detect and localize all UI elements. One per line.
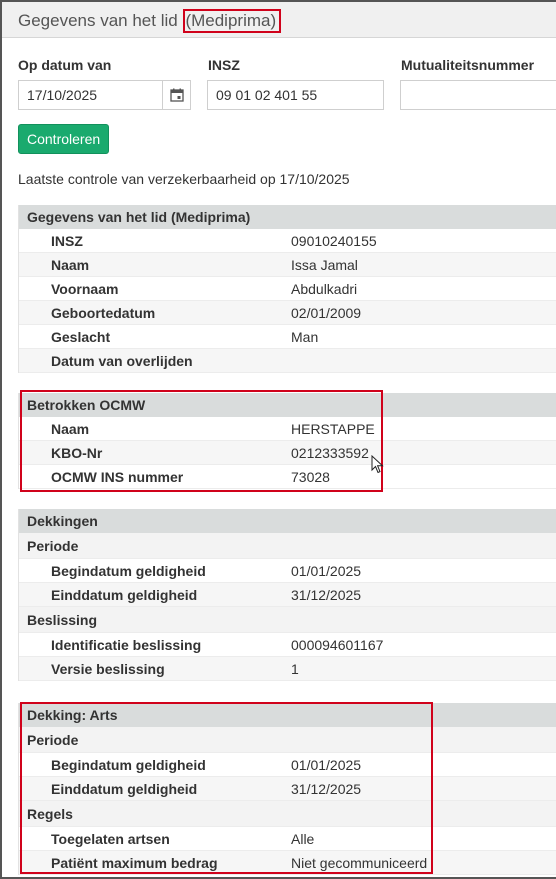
last-check-text: Laatste controle van verzekerbaarheid op 17/10/2025 <box>18 171 350 187</box>
row-value: 01/01/2025 <box>291 757 362 773</box>
row-key: Begindatum geldigheid <box>51 757 206 773</box>
table-row <box>19 753 556 777</box>
table-row <box>19 777 556 801</box>
row-key: Datum van overlijden <box>51 353 193 369</box>
member-table <box>18 205 556 373</box>
insz-field <box>207 80 384 110</box>
member-table-header: Gegevens van het lid (Mediprima) <box>19 205 556 229</box>
row-value: 73028 <box>291 469 330 485</box>
row-value: 01/01/2025 <box>291 563 362 579</box>
table-row <box>19 253 556 277</box>
row-key: OCMW INS nummer <box>51 469 184 485</box>
row-value: 000094601167 <box>291 637 384 653</box>
dialog-title-bar <box>2 0 556 38</box>
table-row <box>19 851 556 875</box>
periode-subheader: Periode <box>19 533 556 559</box>
row-value: Abdulkadri <box>291 281 358 297</box>
table-row <box>19 465 556 489</box>
row-key: Versie beslissing <box>51 661 165 677</box>
table-row <box>19 349 556 373</box>
table-row <box>19 277 556 301</box>
row-value: 02/01/2009 <box>291 305 362 321</box>
row-key: Geslacht <box>51 329 111 345</box>
row-key: Naam <box>51 257 90 273</box>
dialog-title-highlight: (Mediprima) <box>183 9 281 33</box>
row-value: Niet gecommuniceerd <box>291 855 428 871</box>
ocmw-table-header: Betrokken OCMW <box>19 393 556 417</box>
calendar-button[interactable] <box>162 81 190 109</box>
arts-table <box>18 703 556 875</box>
row-value: 31/12/2025 <box>291 587 362 603</box>
row-value: 0212333592 <box>291 445 369 461</box>
mutualiteitsnummer-field <box>400 80 556 110</box>
row-key: Patiënt maximum bedrag <box>51 855 218 871</box>
table-row <box>19 827 556 851</box>
mutualiteitsnummer-input[interactable] <box>401 81 556 109</box>
row-value: 31/12/2025 <box>291 781 362 797</box>
row-key: Begindatum geldigheid <box>51 563 206 579</box>
row-key: KBO-Nr <box>51 445 103 461</box>
table-row <box>19 559 556 583</box>
row-key: Geboortedatum <box>51 305 156 321</box>
row-key: Identificatie beslissing <box>51 637 202 653</box>
insz-label: INSZ <box>208 57 240 73</box>
table-row <box>19 633 556 657</box>
table-row <box>19 583 556 607</box>
date-label: Op datum van <box>18 57 112 73</box>
row-key: INSZ <box>51 233 83 249</box>
insz-input[interactable] <box>208 81 383 109</box>
table-row <box>19 441 556 465</box>
dekkingen-table <box>18 509 556 681</box>
row-key: Einddatum geldigheid <box>51 587 198 603</box>
row-value: 09010240155 <box>291 233 377 249</box>
table-row <box>19 657 556 681</box>
row-value: Issa Jamal <box>291 257 358 273</box>
calendar-icon <box>170 88 184 102</box>
table-row <box>19 325 556 349</box>
table-row <box>19 417 556 441</box>
check-button[interactable]: Controleren <box>18 124 109 154</box>
ocmw-table <box>18 393 556 489</box>
periode-subheader: Periode <box>19 727 556 753</box>
table-row <box>19 229 556 253</box>
date-field <box>18 80 191 110</box>
row-value: 1 <box>291 661 299 677</box>
dialog-title <box>18 11 281 31</box>
row-key: Toegelaten artsen <box>51 831 170 847</box>
mutualiteitsnummer-label: Mutualiteitsnummer <box>401 57 535 73</box>
row-value: Alle <box>291 831 315 847</box>
row-key: Naam <box>51 421 90 437</box>
row-key: Einddatum geldigheid <box>51 781 198 797</box>
dekkingen-table-header: Dekkingen <box>19 509 556 533</box>
arts-table-header: Dekking: Arts <box>19 703 556 727</box>
row-value: HERSTAPPE <box>291 421 375 437</box>
table-row <box>19 301 556 325</box>
row-value: Man <box>291 329 319 345</box>
mouse-cursor-icon <box>371 455 385 475</box>
beslissing-subheader: Beslissing <box>19 607 556 633</box>
row-key: Voornaam <box>51 281 119 297</box>
regels-subheader: Regels <box>19 801 556 827</box>
dialog-title-prefix: Gegevens van het lid <box>18 11 183 30</box>
